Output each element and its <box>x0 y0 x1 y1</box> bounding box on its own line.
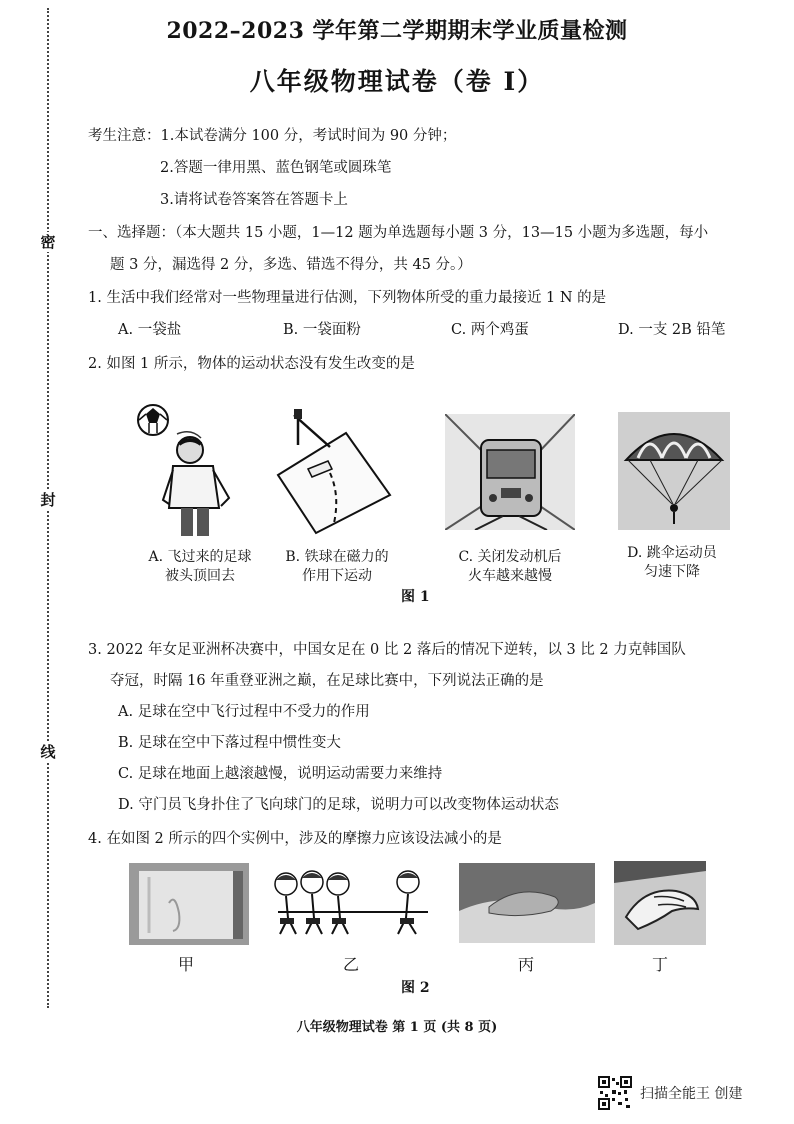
q2-stem: 2. 如图 1 所示，物体的运动状态没有发生改变的是 <box>88 356 415 372</box>
figure2-yi-tug-of-war <box>270 862 440 940</box>
q3-stem-1: 3. 2022 年女足亚洲杯决赛中，中国女足在 0 比 2 落后的情况下逆转，以 3 比 2 力克韩国队 <box>88 642 686 658</box>
caption-line: A. 飞过来的足球 <box>148 549 252 565</box>
q3-option-c: C. 足球在地面上越滚越慢，说明运动需要力来维持 <box>118 766 443 782</box>
seal-xian: 线 <box>38 742 58 762</box>
notice-lead: 考生注意： <box>88 128 161 144</box>
q1-option-d: D. 一支 2B 铅笔 <box>618 322 726 338</box>
q4-stem: 4. 在如图 2 所示的四个实例中，涉及的摩擦力应该设法减小的是 <box>88 831 502 847</box>
caption-line: D. 跳伞运动员 <box>627 545 717 561</box>
figure1-c-train <box>445 414 575 530</box>
figure1-a-soccer-header <box>133 400 253 540</box>
figure1-b-magnet-board <box>268 405 398 535</box>
exam-title: 2022–2023 学年第二学期期末学业质量检测 <box>166 18 628 44</box>
q1-stem: 1. 生活中我们经常对一些物理量进行估测，下列物体所受的重力最接近 1 N 的是 <box>88 290 607 306</box>
q1-option-a: A. 一袋盐 <box>118 322 182 338</box>
figure2-label-ding: 丁 <box>652 955 669 974</box>
section-heading: 一、选择题：（本大题共 15 小题，1—12 题为单选题每小题 3 分，13—15 小题为多选题，每小 <box>88 225 709 241</box>
seal-mi: 密 <box>38 232 58 252</box>
figure1-d-caption <box>612 544 732 582</box>
figure1-label: 图 1 <box>401 589 430 605</box>
figure1-b-caption <box>272 548 402 586</box>
figure2-label-yi: 乙 <box>343 955 360 974</box>
caption-line: 匀速下降 <box>644 564 700 580</box>
caption-line: 火车越来越慢 <box>468 568 552 584</box>
scanner-watermark: 扫描全能王 创建 <box>640 1086 743 1102</box>
caption-line: 被头顶回去 <box>165 568 235 584</box>
notice-item-3: 3.请将试卷答案答在答题卡上 <box>160 192 348 208</box>
caption-line: B. 铁球在磁力的 <box>285 549 389 565</box>
figure1-a-caption <box>140 548 260 586</box>
notice-item-2: 2.答题一律用黑、蓝色钢笔或圆珠笔 <box>160 160 392 176</box>
q3-option-d: D. 守门员飞身扑住了飞向球门的足球，说明力可以改变物体运动状态 <box>118 797 559 813</box>
q3-stem-2: 夺冠，时隔 16 年重登亚洲之巅，在足球比赛中，下列说法正确的是 <box>110 673 544 689</box>
figure2-ding-image <box>614 861 706 945</box>
notice-line-1 <box>88 126 456 146</box>
figure2-label: 图 2 <box>401 980 430 996</box>
q3-option-b: B. 足球在空中下落过程中惯性变大 <box>118 735 341 751</box>
q1-option-c: C. 两个鸡蛋 <box>451 322 529 338</box>
figure2-bing-image <box>459 863 595 943</box>
caption-line: 作用下运动 <box>302 568 372 584</box>
figure1-c-caption <box>440 548 580 586</box>
seal-feng: 封 <box>38 490 58 510</box>
notice-item-1: 1.本试卷满分 100 分，考试时间为 90 分钟； <box>160 128 457 144</box>
q1-option-b: B. 一袋面粉 <box>283 322 361 338</box>
exam-subtitle: 八年级物理试卷（卷 I） <box>249 67 545 96</box>
figure2-label-jia: 甲 <box>178 955 195 974</box>
caption-line: C. 关闭发动机后 <box>458 549 562 565</box>
section-heading-cont: 题 3 分，漏选得 2 分，多选、错选不得分，共 45 分。） <box>110 257 472 273</box>
figure1-d-parachute <box>618 412 730 530</box>
figure2-label-bing: 丙 <box>518 955 535 974</box>
page-footer: 八年级物理试卷 第 1 页 (共 8 页) <box>296 1020 498 1035</box>
figure2-jia-image <box>129 863 249 945</box>
qr-code-icon <box>598 1076 632 1110</box>
q3-option-a: A. 足球在空中飞行过程中不受力的作用 <box>118 704 370 720</box>
